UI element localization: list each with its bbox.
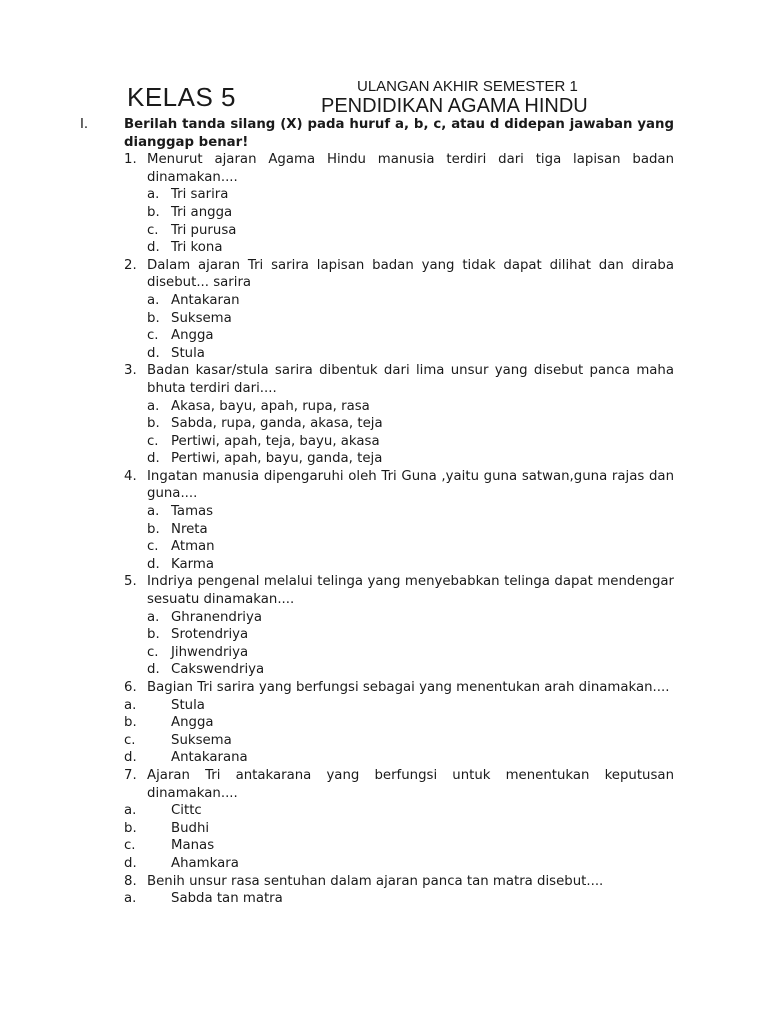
answer-option	[0, 450, 768, 468]
option-text: Tri sarira	[171, 187, 229, 203]
answer-option	[0, 837, 768, 855]
option-text: Pertiwi, apah, teja, bayu, akasa	[171, 433, 380, 449]
option-letter: d.	[147, 662, 160, 678]
question-number: 3.	[124, 363, 137, 379]
answer-option	[0, 855, 768, 873]
subject-title: PENDIDIKAN AGAMA HINDU	[321, 95, 588, 117]
question-list	[0, 151, 768, 908]
option-letter: a.	[147, 187, 160, 203]
answer-option	[0, 714, 768, 732]
option-text: Jihwendriya	[171, 644, 249, 660]
option-letter: b.	[147, 627, 160, 643]
question-number: 4.	[124, 468, 137, 484]
instruction-row	[0, 116, 768, 151]
option-letter: b.	[124, 715, 137, 731]
option-letter: c.	[124, 732, 136, 748]
question-text: Indriya pengenal melalui telinga yang menyebabkan telinga dapat mendengar sesuatu dinamakan....	[147, 574, 674, 608]
answer-option	[0, 503, 768, 521]
question-8	[0, 873, 768, 891]
option-text: Tri kona	[171, 240, 223, 256]
answer-option	[0, 204, 768, 222]
option-letter: a.	[124, 891, 137, 907]
option-text: Karma	[171, 556, 214, 572]
option-text: Angga	[171, 715, 214, 731]
option-letter: b.	[147, 416, 160, 432]
option-text: Atman	[171, 539, 215, 555]
option-letter: a.	[147, 292, 160, 308]
answer-option	[0, 697, 768, 715]
answer-option	[0, 609, 768, 627]
option-text: Stula	[171, 345, 205, 361]
answer-option	[0, 239, 768, 257]
option-text: Ahamkara	[171, 855, 239, 871]
question-number: 7.	[124, 767, 137, 783]
option-letter: c.	[147, 644, 159, 660]
answer-option	[0, 732, 768, 750]
option-text: Cittc	[171, 803, 202, 819]
option-letter: d.	[147, 556, 160, 572]
class-title: KELAS 5	[127, 82, 237, 112]
option-text: Suksema	[171, 310, 232, 326]
question-number: 1.	[124, 152, 137, 168]
option-letter: d.	[147, 240, 160, 256]
question-text: Ingatan manusia dipengaruhi oleh Tri Guna ,yaitu guna satwan,guna rajas dan guna....	[147, 468, 674, 502]
option-letter: a.	[124, 803, 137, 819]
option-letter: c.	[147, 433, 159, 449]
question-text: Bagian Tri sarira yang berfungsi sebagai yang menentukan arah dinamakan....	[147, 680, 670, 695]
answer-option	[0, 327, 768, 345]
option-text: Nreta	[171, 521, 208, 537]
answer-option	[0, 749, 768, 767]
option-letter: a.	[147, 609, 160, 625]
option-text: Manas	[171, 838, 215, 854]
answer-option	[0, 802, 768, 820]
option-letter: b.	[147, 310, 160, 326]
question-text: Dalam ajaran Tri sarira lapisan badan yang tidak dapat dilihat dan diraba disebut... sarira	[147, 257, 674, 291]
option-text: Tamas	[171, 504, 214, 520]
option-letter: d.	[147, 345, 160, 361]
answer-option	[0, 820, 768, 838]
option-letter: c.	[147, 539, 159, 555]
question-7	[0, 767, 768, 802]
answer-option	[0, 626, 768, 644]
option-letter: c.	[147, 328, 159, 344]
option-letter: d.	[124, 855, 137, 871]
exam-title: ULANGAN AKHIR SEMESTER 1	[357, 78, 578, 95]
answer-option	[0, 433, 768, 451]
option-letter: d.	[147, 451, 160, 467]
option-text: Tri angga	[171, 204, 233, 220]
answer-option	[0, 398, 768, 416]
answer-option	[0, 644, 768, 662]
question-4	[0, 468, 768, 503]
answer-option	[0, 538, 768, 556]
instruction-text: Berilah tanda silang (X) pada huruf a, b, c, atau d didepan jawaban yang dianggap benar!	[124, 117, 674, 150]
option-letter: b.	[147, 521, 160, 537]
answer-option	[0, 292, 768, 310]
question-number: 6.	[124, 680, 137, 695]
option-letter: b.	[147, 204, 160, 220]
option-letter: a.	[147, 504, 160, 520]
section-number: I.	[80, 117, 89, 132]
answer-option	[0, 661, 768, 679]
answer-option	[0, 222, 768, 240]
option-text: Stula	[171, 697, 205, 713]
option-text: Cakswendriya	[171, 662, 265, 678]
question-section	[0, 116, 768, 908]
option-text: Budhi	[171, 820, 210, 836]
answer-option	[0, 415, 768, 433]
option-text: Antakarana	[171, 750, 248, 766]
answer-option	[0, 890, 768, 908]
question-3	[0, 362, 768, 397]
option-letter: c.	[147, 222, 159, 238]
answer-option	[0, 310, 768, 328]
option-text: Suksema	[171, 732, 232, 748]
question-text: Menurut ajaran Agama Hindu manusia terdiri dari tiga lapisan badan dinamakan....	[147, 152, 674, 185]
option-text: Sabda tan matra	[171, 891, 283, 907]
question-6	[0, 679, 768, 697]
question-number: 2.	[124, 257, 137, 273]
question-text: Badan kasar/stula sarira dibentuk dari lima unsur yang disebut panca maha bhuta terdiri dari....	[147, 363, 674, 396]
question-2	[0, 257, 768, 292]
option-letter: a.	[124, 697, 137, 713]
question-text: Ajaran Tri antakarana yang berfungsi untuk menentukan keputusan dinamakan....	[147, 767, 674, 801]
question-5	[0, 573, 768, 608]
option-text: Antakaran	[171, 292, 240, 308]
question-number: 5.	[124, 574, 137, 590]
option-letter: b.	[124, 820, 137, 836]
option-letter: d.	[124, 750, 137, 766]
option-text: Ghranendriya	[171, 609, 263, 625]
answer-option	[0, 345, 768, 363]
option-text: Tri purusa	[171, 222, 237, 238]
question-number: 8.	[124, 873, 137, 889]
option-text: Angga	[171, 328, 214, 344]
answer-option	[0, 186, 768, 204]
option-text: Pertiwi, apah, bayu, ganda, teja	[171, 451, 383, 467]
option-letter: c.	[124, 838, 136, 854]
answer-option	[0, 521, 768, 539]
question-1	[0, 151, 768, 186]
option-text: Sabda, rupa, ganda, akasa, teja	[171, 416, 383, 432]
option-text: Akasa, bayu, apah, rupa, rasa	[171, 398, 370, 414]
question-text: Benih unsur rasa sentuhan dalam ajaran panca tan matra disebut....	[147, 873, 604, 889]
answer-option	[0, 556, 768, 574]
option-text: Srotendriya	[171, 627, 249, 643]
option-letter: a.	[147, 398, 160, 414]
